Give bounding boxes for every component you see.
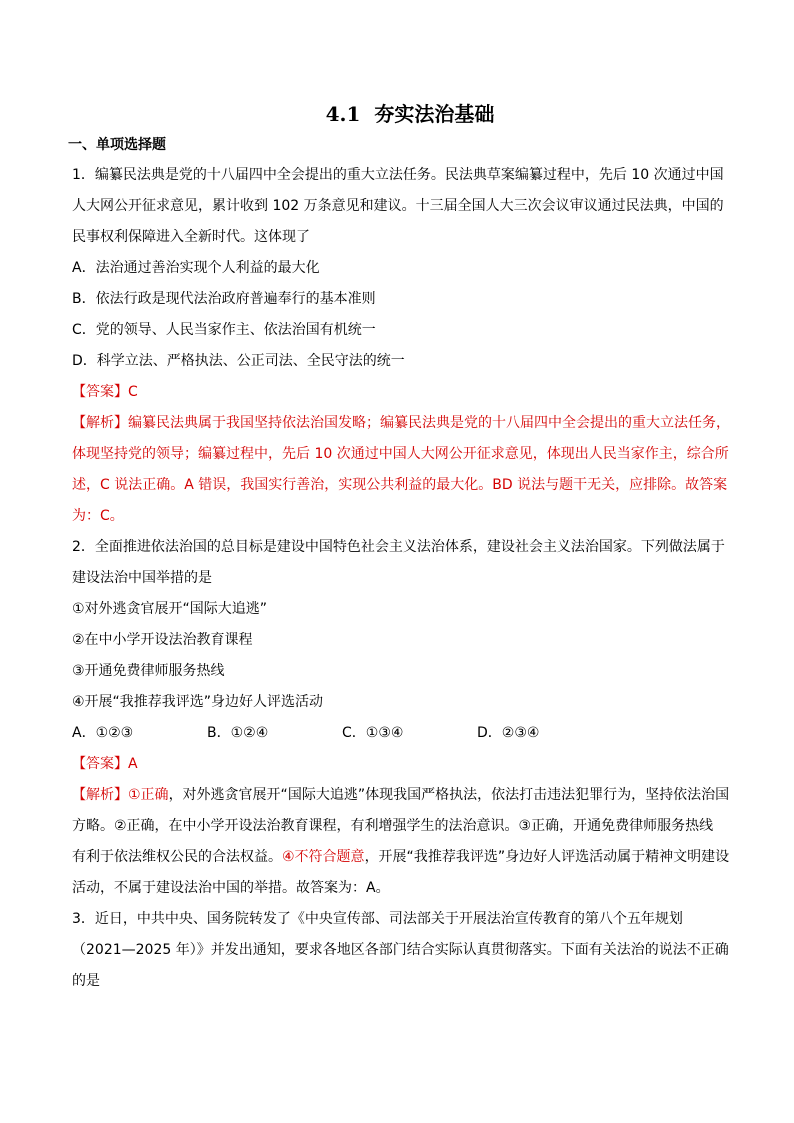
answer-label: 【答案】 xyxy=(72,756,128,772)
q2-options-row xyxy=(72,718,732,749)
q2-stem-line: 2．全面推进依法治国的总目标是建设中国特色社会主义法治体系，建设社会主义法治国家。下列做法属于 xyxy=(72,539,725,555)
q2-item-2: ②在中小学开设法治教育课程 xyxy=(72,632,253,648)
q1-analysis-line: 为：C。 xyxy=(72,508,124,524)
q2-analysis-line: 方略。②正确，在中小学开设法治教育课程，有利增强学生的法治意识。③正确，开通免费律师服务热线 xyxy=(72,818,714,834)
title-text: 夯实法治基础 xyxy=(374,102,495,126)
section-heading: 一、单项选择题 xyxy=(68,137,166,153)
q2-item-3: ③开通免费律师服务热线 xyxy=(72,663,225,679)
q1-option-c: C．党的领导、人民当家作主、依法治国有机统一 xyxy=(72,322,376,338)
answer-label: 【答案】 xyxy=(72,384,128,400)
q3-stem-line: （2021—2025 年）》并发出通知，要求各地区各部门结合实际认真贯彻落实。下面有关法治的说法不正确 xyxy=(72,942,729,958)
q2-option-c: C．①③④ xyxy=(342,725,404,741)
q2-analysis-line xyxy=(72,780,732,811)
analysis-text: ，对外逃贪官展开“国际大追逃”体现我国严格执法，依法打击违法犯罪行为，坚持依法治国 xyxy=(168,787,730,803)
q2-stem-line: 建设法治中国举措的是 xyxy=(72,570,212,586)
q2-analysis-line: 活动，不属于建设法治中国的举措。故答案为：A。 xyxy=(72,880,390,896)
analysis-label: 【解析】 xyxy=(72,787,128,803)
analysis-highlight: ①正确 xyxy=(128,787,169,803)
q2-item-1: ①对外逃贪官展开“国际大追逃” xyxy=(72,601,268,617)
q1-analysis-line: 体现坚持党的领导；编纂过程中，先后 10 次通过中国人大网公开征求意见，体现出人民当家作主，综合所 xyxy=(72,446,729,462)
analysis-text: 有利于依法维权公民的合法权益。 xyxy=(72,849,282,865)
q3-stem-line: 的是 xyxy=(72,973,100,989)
q1-stem-line: 1．编纂民法典是党的十八届四中全会提出的重大立法任务。民法典草案编纂过程中，先后 10 次通过中国 xyxy=(72,167,724,183)
analysis-text: ，开展“我推荐我评选”身边好人评选活动属于精神文明建设 xyxy=(364,849,730,865)
analysis-text: 编纂民法典属于我国坚持依法治国发略；编纂民法典是党的十八届四中全会提出的重大立法任务， xyxy=(128,415,730,431)
q2-answer xyxy=(72,749,732,780)
question-1 xyxy=(72,160,732,532)
q2-item-4: ④开展“我推荐我评选”身边好人评选活动 xyxy=(72,694,324,710)
q2-option-a: A．①②③ xyxy=(72,725,134,741)
q1-analysis-line xyxy=(72,408,732,439)
q1-stem-line: 人大网公开征求意见，累计收到 102 万条意见和建议。十三届全国人大三次会议审议通过民法典，中国的 xyxy=(72,198,724,214)
question-2 xyxy=(72,532,732,904)
document-page xyxy=(68,98,732,997)
q2-option-b: B．①②④ xyxy=(207,725,269,741)
answer-value: A xyxy=(128,756,138,772)
q1-analysis-line: 述，C 说法正确。A 错误，我国实行善治，实现公共利益的最大化。BD 说法与题干无关，应排除。故答案 xyxy=(72,477,728,493)
question-3 xyxy=(72,904,732,997)
q2-analysis-line xyxy=(72,842,732,873)
q2-option-d: D．②③④ xyxy=(477,725,540,741)
answer-value: C xyxy=(128,384,138,400)
page-title xyxy=(88,98,732,130)
title-number: 4.1 xyxy=(325,102,361,126)
q1-stem-line: 民事权利保障进入全新时代。这体现了 xyxy=(72,229,310,245)
q1-answer xyxy=(72,377,732,408)
analysis-label: 【解析】 xyxy=(72,415,128,431)
analysis-highlight: ④不符合题意 xyxy=(282,849,365,865)
q1-option-d: D．科学立法、严格执法、公正司法、全民守法的统一 xyxy=(72,353,405,369)
q1-option-a: A．法治通过善治实现个人利益的最大化 xyxy=(72,260,320,276)
q1-option-b: B．依法行政是现代法治政府普遍奉行的基本准则 xyxy=(72,291,376,307)
q3-stem-line: 3．近日，中共中央、国务院转发了《中央宣传部、司法部关于开展法治宣传教育的第八个五年规划 xyxy=(72,911,683,927)
